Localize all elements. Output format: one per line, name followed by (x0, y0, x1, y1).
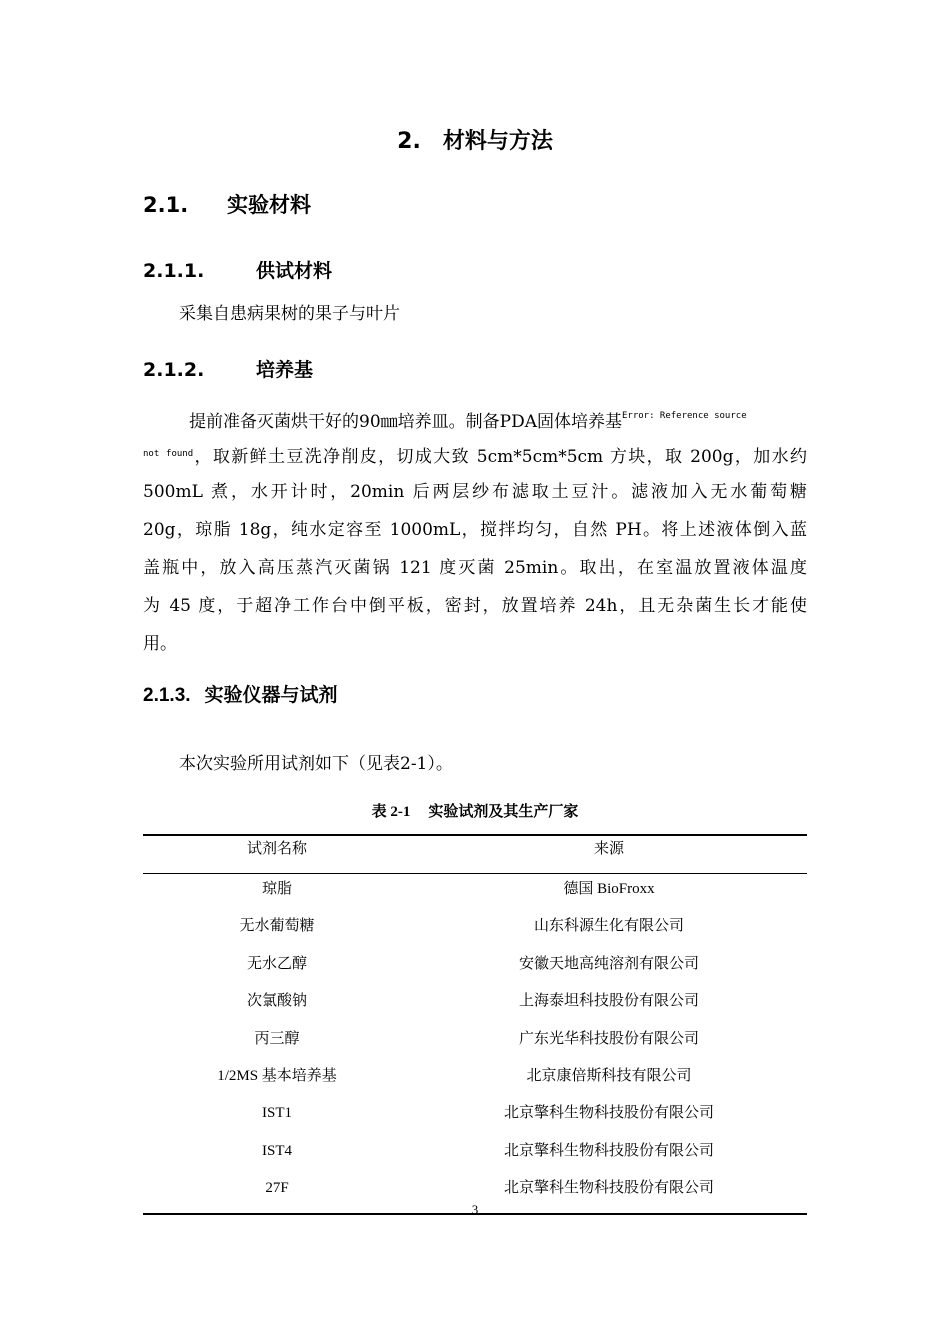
paragraph-line: $^{not found}$，取新鲜土豆洗净削皮，切成大致 5cm*5cm*5cm 方块，取 200g，加水约 (143, 447, 807, 467)
section-heading-2-1 (143, 190, 311, 220)
table-row (143, 876, 807, 913)
subsection-number: 2.1.1. (143, 260, 205, 282)
table-cell: 27F (265, 1180, 289, 1197)
subsection-title: 实验仪器与试剂 (204, 684, 338, 706)
subsection-number: 2.1.3. (143, 685, 191, 706)
table-row (143, 988, 807, 1025)
reagents-table (143, 834, 807, 1215)
table-cell: 丙三醇 (254, 1030, 300, 1047)
table-header-row (143, 836, 807, 873)
table-cell: 1/2MS 基本培养基 (217, 1067, 337, 1084)
subsection-heading-2-1-3 (143, 681, 338, 710)
chapter-heading (0, 126, 950, 158)
page-number: 3 (471, 1202, 479, 1217)
reference-error-text: not found (143, 449, 194, 459)
subsection-title: 供试材料 (256, 260, 333, 282)
table-cell: 德国 BioFroxx (563, 881, 655, 897)
table-row (143, 1138, 807, 1175)
table-cell: 山东科源生化有限公司 (533, 918, 684, 935)
subsection-number: 2.1.2. (143, 359, 205, 381)
table-cell: 北京擎科生物科技股份有限公司 (503, 1142, 714, 1159)
section-number: 2.1. (143, 193, 189, 217)
table-cell: IST1 (262, 1105, 292, 1122)
table-cell: 安徽天地高纯溶剂有限公司 (518, 955, 699, 972)
paragraph-culture-medium (143, 397, 807, 663)
table-caption-title: 实验试剂及其生产厂家 (428, 804, 579, 820)
table-cell: 琼脂 (261, 881, 292, 897)
paragraph-test-material: 采集自患病果树的果子与叶片 (179, 304, 400, 324)
table-row (143, 1026, 807, 1063)
table-cell: IST4 (262, 1142, 292, 1159)
table-row (143, 1063, 807, 1100)
table-caption (0, 800, 950, 824)
chapter-number: 2. (397, 129, 421, 154)
paragraph-line: 盖瓶中，放入高压蒸汽灭菌锅 121 度灭菌 25min。取出，在室温放置液体温度 (143, 558, 807, 578)
table-header-cell: 来源 (593, 841, 624, 857)
table-cell: 次氯酸钠 (246, 993, 307, 1010)
paragraph-line: 用。 (143, 634, 177, 654)
table-caption-number: 表 2-1 (371, 804, 411, 820)
table-cell: 北京康倍斯科技有限公司 (526, 1067, 692, 1084)
section-title: 实验材料 (227, 193, 311, 217)
table-header-cell: 试剂名称 (246, 841, 307, 857)
table-cell: 无水乙醇 (246, 955, 307, 972)
chapter-title: 材料与方法 (442, 129, 553, 154)
reference-error-text: Error: Reference source (621, 411, 747, 421)
table-cell: 广东光华科技股份有限公司 (518, 1030, 699, 1047)
paragraph-line: 500mL 煮，水开计时，20min 后两层纱布滤取土豆汁。滤液加入无水葡萄糖 (143, 482, 807, 502)
paragraph-line: 20g，琼脂 18g，纯水定容至 1000mL，搅拌均匀，自然 PH。将上述液体倒入蓝 (143, 520, 807, 540)
table-row (143, 951, 807, 988)
table-cell: 北京擎科生物科技股份有限公司 (503, 1105, 714, 1122)
paragraph-reagents-intro: 本次实验所用试剂如下（见表2-1）。 (179, 754, 453, 774)
subsection-heading-2-1-1 (143, 257, 332, 285)
subsection-title: 培养基 (256, 359, 314, 381)
table-cell: 上海泰坦科技股份有限公司 (518, 993, 699, 1010)
table-cell: 北京擎科生物科技股份有限公司 (503, 1180, 714, 1197)
table-cell: 无水葡萄糖 (239, 918, 315, 935)
subsection-heading-2-1-2 (143, 356, 313, 384)
paragraph-line: 提前准备灭菌烘干好的90㎜培养皿。制备PDA固体培养基$^{Error: Reference source}$ (189, 411, 747, 432)
paragraph-line: 为 45 度，于超净工作台中倒平板，密封，放置培养 24h，且无杂菌生长才能使 (143, 596, 807, 616)
table-row (143, 913, 807, 950)
table-row (143, 1100, 807, 1137)
